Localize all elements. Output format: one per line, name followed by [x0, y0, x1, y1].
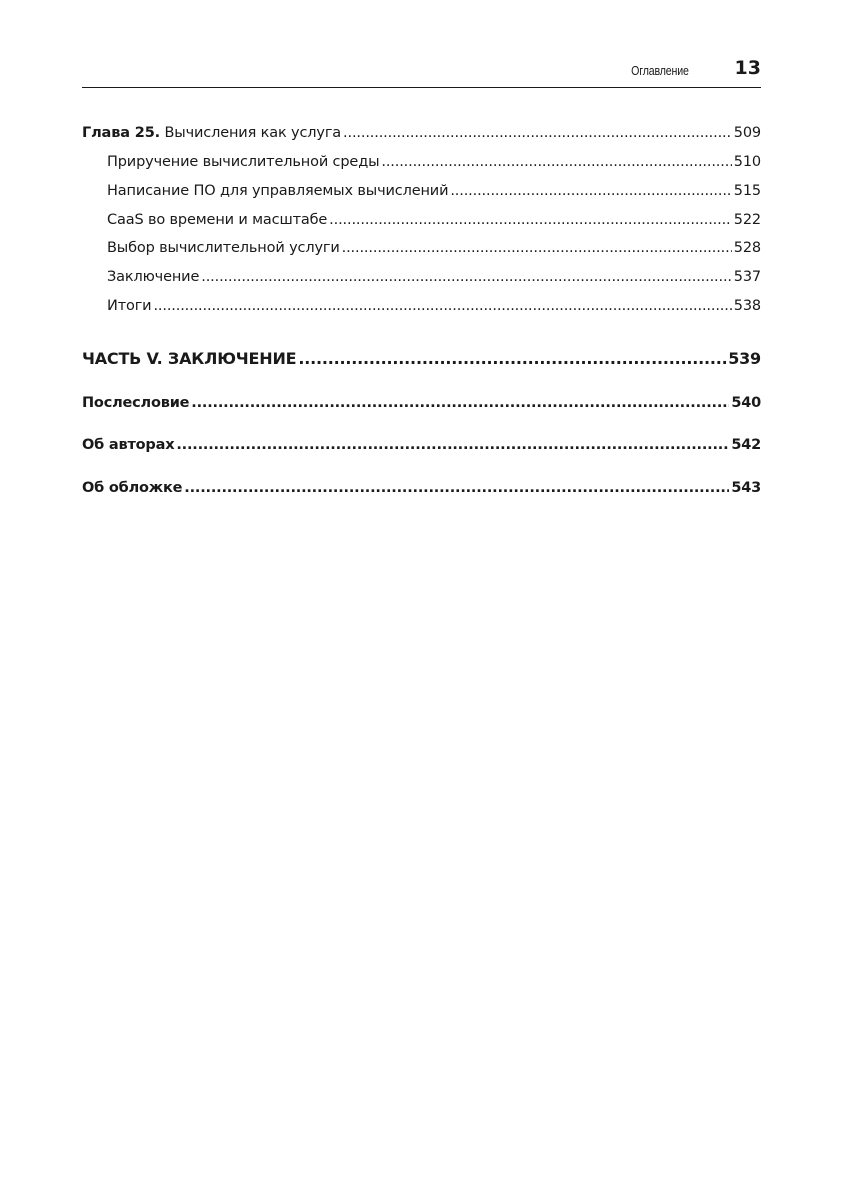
- toc-page-number: 510: [733, 154, 761, 170]
- toc-major-entry[interactable]: [82, 395, 761, 411]
- toc-page-number: 538: [733, 298, 761, 314]
- toc-major-title: Об авторах: [82, 437, 175, 453]
- toc-section-title: Написание ПО для управляемых вычислений: [107, 183, 449, 199]
- toc-section-entry[interactable]: [82, 269, 761, 285]
- toc-leader-dots: [201, 269, 732, 285]
- toc-chapter-number: Глава 25.: [82, 125, 160, 141]
- toc-section-title: Приручение вычислительной среды: [107, 154, 380, 170]
- toc-major-title: Об обложке: [82, 480, 183, 496]
- toc-leader-dots: [343, 125, 732, 141]
- toc-part-entry[interactable]: [82, 349, 761, 368]
- running-title: Оглавление: [631, 64, 689, 78]
- toc-section-title: Заключение: [107, 269, 200, 285]
- toc-section-entry[interactable]: [82, 298, 761, 314]
- toc-chapter-label: [82, 125, 341, 141]
- toc-leader-dots: [298, 349, 726, 368]
- toc-page-number: 522: [733, 212, 761, 228]
- toc-section-title: Выбор вычислительной услуги: [107, 240, 340, 256]
- toc-part-title: ЧАСТЬ V. ЗАКЛЮЧЕНИЕ: [82, 349, 297, 368]
- toc-chapter-entry[interactable]: [82, 125, 761, 141]
- toc-page-number: 515: [733, 183, 761, 199]
- toc-major-title: Послесловие: [82, 395, 190, 411]
- toc-page-number: 528: [733, 240, 761, 256]
- toc-page-number: 540: [731, 395, 761, 411]
- toc-leader-dots: [381, 154, 731, 170]
- toc-page-number: 509: [733, 125, 761, 141]
- toc-page-number: 543: [731, 480, 761, 496]
- toc-section-entry[interactable]: [82, 240, 761, 256]
- toc-leader-dots: [184, 480, 729, 496]
- toc-leader-dots: [153, 298, 731, 314]
- toc-chapter-title: Вычисления как услуга: [164, 125, 342, 141]
- toc-leader-dots: [342, 240, 732, 256]
- toc-leader-dots: [329, 212, 732, 228]
- toc-leader-dots: [450, 183, 731, 199]
- toc-page-number: 539: [728, 349, 761, 368]
- toc-major-entry[interactable]: [82, 437, 761, 453]
- toc-section-entry[interactable]: [82, 154, 761, 170]
- toc-section-title: Итоги: [107, 298, 152, 314]
- page-number: 13: [734, 57, 761, 79]
- toc-section-entry[interactable]: [82, 183, 761, 199]
- running-header: [82, 56, 761, 88]
- toc-section-entry[interactable]: [82, 212, 761, 228]
- toc-major-entry[interactable]: [82, 480, 761, 496]
- toc-leader-dots: [176, 437, 729, 453]
- toc-page-number: 542: [731, 437, 761, 453]
- toc-page-number: 537: [733, 269, 761, 285]
- toc-section-title: CaaS во времени и масштабе: [107, 212, 328, 228]
- toc-leader-dots: [191, 395, 729, 411]
